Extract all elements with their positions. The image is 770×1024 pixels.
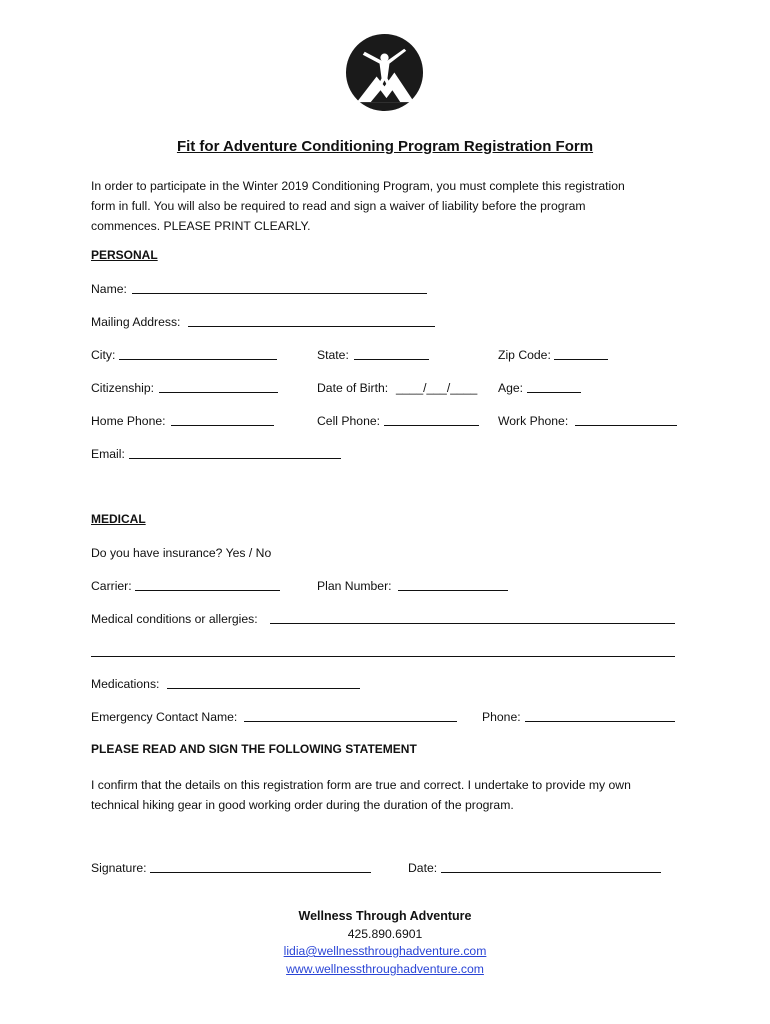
zip-code-label: Zip Code: [498, 348, 551, 362]
date-of-birth-field[interactable]: ____/___/____ [396, 381, 478, 395]
plan-number-label: Plan Number: [317, 579, 392, 593]
cell-phone-field[interactable] [384, 425, 479, 426]
statement-heading: PLEASE READ AND SIGN THE FOLLOWING STATEMENT [91, 742, 417, 756]
signature-field[interactable] [150, 872, 371, 873]
footer-website-link[interactable]: www.wellnessthroughadventure.com [286, 962, 484, 976]
insurance-question: Do you have insurance? Yes / No [91, 546, 272, 560]
medications-label: Medications: [91, 677, 160, 691]
home-phone-label: Home Phone: [91, 414, 166, 428]
cell-phone-label: Cell Phone: [317, 414, 381, 428]
work-phone-label: Work Phone: [498, 414, 569, 428]
statement-line: technical hiking gear in good working order during the duration of the program. [91, 798, 514, 812]
intro-line: commences. PLEASE PRINT CLEARLY. [91, 219, 311, 233]
date-of-birth-label: Date of Birth: [317, 381, 389, 395]
medical-conditions-field[interactable] [270, 623, 675, 624]
intro-line: form in full. You will also be required to read and sign a waiver of liability before the program [91, 199, 586, 213]
city-label: City: [91, 348, 116, 362]
medical-conditions-label: Medical conditions or allergies: [91, 612, 258, 626]
emergency-phone-field[interactable] [525, 721, 675, 722]
footer-website [0, 962, 770, 976]
city-field[interactable] [119, 359, 277, 360]
mailing-address-field[interactable] [188, 326, 435, 327]
citizenship-field[interactable] [159, 392, 278, 393]
person-mountain-logo-icon [345, 33, 424, 112]
home-phone-field[interactable] [171, 425, 274, 426]
medical-heading: MEDICAL [91, 512, 146, 526]
personal-heading: PERSONAL [91, 248, 158, 262]
state-label: State: [317, 348, 349, 362]
date-label: Date: [408, 861, 438, 875]
medications-field[interactable] [167, 688, 360, 689]
email-label: Email: [91, 447, 125, 461]
work-phone-field[interactable] [575, 425, 677, 426]
medical-conditions-field-line-2[interactable] [91, 656, 675, 657]
footer-phone: 425.890.6901 [347, 927, 423, 941]
emergency-phone-label: Phone: [482, 710, 521, 724]
statement-text [91, 775, 631, 815]
citizenship-label: Citizenship: [91, 381, 154, 395]
mailing-address-label: Mailing Address: [91, 315, 181, 329]
name-label: Name: [91, 282, 127, 296]
age-label: Age: [498, 381, 524, 395]
emergency-contact-field[interactable] [244, 721, 457, 722]
emergency-contact-label: Emergency Contact Name: [91, 710, 238, 724]
intro-line: In order to participate in the Winter 2019 Conditioning Program, you must complete this registration [91, 179, 625, 193]
date-field[interactable] [441, 872, 661, 873]
email-field[interactable] [129, 458, 341, 459]
signature-label: Signature: [91, 861, 147, 875]
state-field[interactable] [354, 359, 429, 360]
page-title: Fit for Adventure Conditioning Program Registration Form [176, 138, 594, 155]
footer-org: Wellness Through Adventure [298, 909, 472, 923]
statement-line: I confirm that the details on this registration form are true and correct. I undertake to provide my own [91, 778, 631, 792]
zip-code-field[interactable] [554, 359, 608, 360]
carrier-label: Carrier: [91, 579, 132, 593]
plan-number-field[interactable] [398, 590, 508, 591]
age-field[interactable] [527, 392, 581, 393]
footer-email [0, 944, 770, 958]
carrier-field[interactable] [135, 590, 280, 591]
footer-email-link[interactable]: lidia@wellnessthroughadventure.com [283, 944, 487, 958]
intro-paragraph [91, 176, 625, 236]
name-field[interactable] [132, 293, 427, 294]
logo [345, 33, 424, 112]
